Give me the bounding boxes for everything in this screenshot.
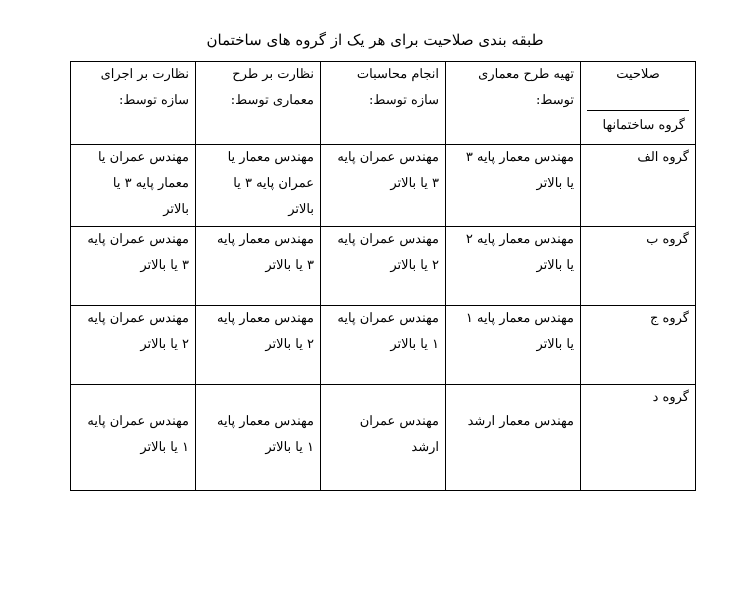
header-row: [71, 62, 696, 145]
header-architectural-supervision: [196, 62, 321, 145]
qualification-table: [70, 61, 696, 491]
table-cell: مهندس معمار پایه ۱ یا بالاتر: [446, 306, 581, 385]
table-cell: مهندس معمار یا عمران پایه ۳ یا بالاتر: [196, 145, 321, 227]
table-cell: مهندس معمار پایه ۲ یا بالاتر: [196, 306, 321, 385]
document-title: طبقه بندی صلاحیت برای هر یک از گروه های ساختمان: [206, 31, 544, 49]
corner-label-qualification: صلاحیت: [587, 62, 689, 111]
header-structural-supervision: [71, 62, 196, 145]
table-cell: مهندس معمار پایه ۳ یا بالاتر: [196, 227, 321, 306]
table-cell: مهندس عمران پایه ۲ یا بالاتر: [71, 306, 196, 385]
group-label: گروه الف: [581, 145, 696, 227]
table-row: [71, 145, 696, 227]
header-label: نظارت بر طرح معماری توسط:: [230, 67, 314, 108]
table-cell: مهندس معمار ارشد: [446, 385, 581, 491]
header-label: نظارت بر اجرای سازه توسط:: [100, 67, 189, 108]
header-architectural-design: [446, 62, 581, 145]
header-label: انجام محاسبات سازه توسط:: [356, 67, 439, 108]
table-cell: مهندس عمران پایه ۳ یا بالاتر: [71, 227, 196, 306]
table-cell: مهندس عمران پایه ۱ یا بالاتر: [321, 306, 446, 385]
table-cell: مهندس عمران ارشد: [321, 385, 446, 491]
corner-label-building-groups: گروه ساختمانها: [602, 118, 685, 133]
table-cell: مهندس معمار پایه ۲ یا بالاتر: [446, 227, 581, 306]
table-row: [71, 227, 696, 306]
table-cell: مهندس عمران یا معمار پایه ۳ یا بالاتر: [71, 145, 196, 227]
table-row: [71, 306, 696, 385]
group-label: گروه ب: [581, 227, 696, 306]
table-cell: مهندس عمران پایه ۲ یا بالاتر: [321, 227, 446, 306]
table-cell: مهندس معمار پایه ۳ یا بالاتر: [446, 145, 581, 227]
group-label: گروه ج: [581, 306, 696, 385]
header-label: تهیه طرح معماری توسط:: [478, 67, 574, 108]
table-cell: مهندس عمران پایه ۱ یا بالاتر: [71, 385, 196, 491]
table-row: [71, 385, 696, 491]
group-label: گروه د: [581, 385, 696, 491]
header-structural-calculation: [321, 62, 446, 145]
corner-header-cell: [581, 62, 696, 145]
table-cell: مهندس عمران پایه ۳ یا بالاتر: [321, 145, 446, 227]
table-cell: مهندس معمار پایه ۱ یا بالاتر: [196, 385, 321, 491]
